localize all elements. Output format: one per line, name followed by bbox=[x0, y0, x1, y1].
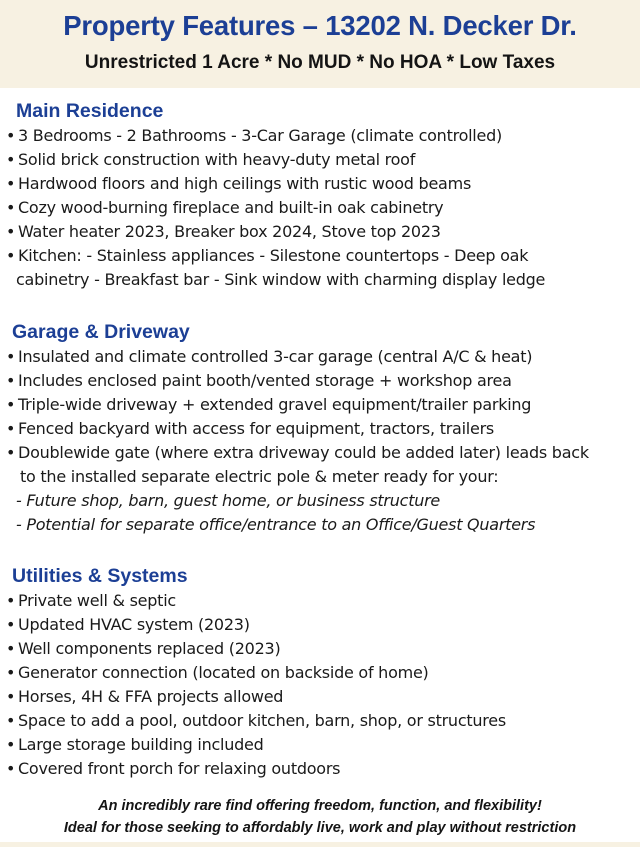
list-item-continued: cabinetry - Breakfast bar - Sink window with charming display ledge bbox=[16, 270, 546, 289]
header-banner bbox=[0, 0, 640, 88]
page-title: Property Features – 13202 N. Decker Dr. bbox=[63, 10, 577, 41]
list-item: • Updated HVAC system (2023) bbox=[0, 613, 640, 637]
list-item: • Generator connection (located on backside of home) bbox=[0, 661, 640, 685]
list-item: • Covered front porch for relaxing outdoors bbox=[0, 757, 640, 781]
list-item: • Triple-wide driveway + extended gravel equipment/trailer parking bbox=[0, 393, 640, 417]
list-item: • Well components replaced (2023) bbox=[0, 637, 640, 661]
list-sub-item: - Potential for separate office/entrance to an Office/Guest Quarters bbox=[16, 515, 536, 534]
list-sub-item: - Future shop, barn, guest home, or business structure bbox=[16, 491, 441, 510]
page-subtitle: Unrestricted 1 Acre * No MUD * No HOA * Low Taxes bbox=[84, 52, 556, 73]
list-item: • Kitchen: - Stainless appliances - Silestone countertops - Deep oak bbox=[0, 244, 640, 268]
section-utilities-systems bbox=[0, 563, 640, 781]
list-item: • Space to add a pool, outdoor kitchen, barn, shop, or structures bbox=[0, 709, 640, 733]
list-item: • Solid brick construction with heavy-duty metal roof bbox=[0, 148, 640, 172]
list-item: • Private well & septic bbox=[0, 589, 640, 613]
section-heading: Main Residence bbox=[16, 100, 164, 122]
list-item: • Insulated and climate controlled 3-car garage (central A/C & heat) bbox=[0, 345, 640, 369]
footer-band bbox=[0, 842, 640, 847]
list-item: • 3 Bedrooms - 2 Bathrooms - 3-Car Garage (climate controlled) bbox=[0, 124, 640, 148]
list-item: • Horses, 4H & FFA projects allowed bbox=[0, 685, 640, 709]
feature-list bbox=[0, 345, 640, 537]
list-item: • Hardwood floors and high ceilings with rustic wood beams bbox=[0, 172, 640, 196]
list-item: • Doublewide gate (where extra driveway could be added later) leads back bbox=[0, 441, 640, 465]
list-item: • Cozy wood-burning fireplace and built-in oak cabinetry bbox=[0, 196, 640, 220]
section-garage-driveway bbox=[0, 319, 640, 537]
footer-tagline: An incredibly rare find offering freedom, function, and flexibility! bbox=[98, 798, 542, 814]
feature-list bbox=[0, 124, 640, 292]
list-item: • Water heater 2023, Breaker box 2024, Stove top 2023 bbox=[0, 220, 640, 244]
list-item: • Includes enclosed paint booth/vented storage + workshop area bbox=[0, 369, 640, 393]
feature-list bbox=[0, 589, 640, 781]
list-item: • Fenced backyard with access for equipment, tractors, trailers bbox=[0, 417, 640, 441]
list-item: • Large storage building included bbox=[0, 733, 640, 757]
section-heading: Utilities & Systems bbox=[12, 565, 188, 587]
list-item-continued: to the installed separate electric pole & meter ready for your: bbox=[20, 467, 499, 486]
section-main-residence bbox=[0, 98, 640, 292]
footer-tagline-secondary: Ideal for those seeking to affordably live, work and play without restriction bbox=[63, 820, 577, 836]
section-heading: Garage & Driveway bbox=[12, 321, 190, 343]
